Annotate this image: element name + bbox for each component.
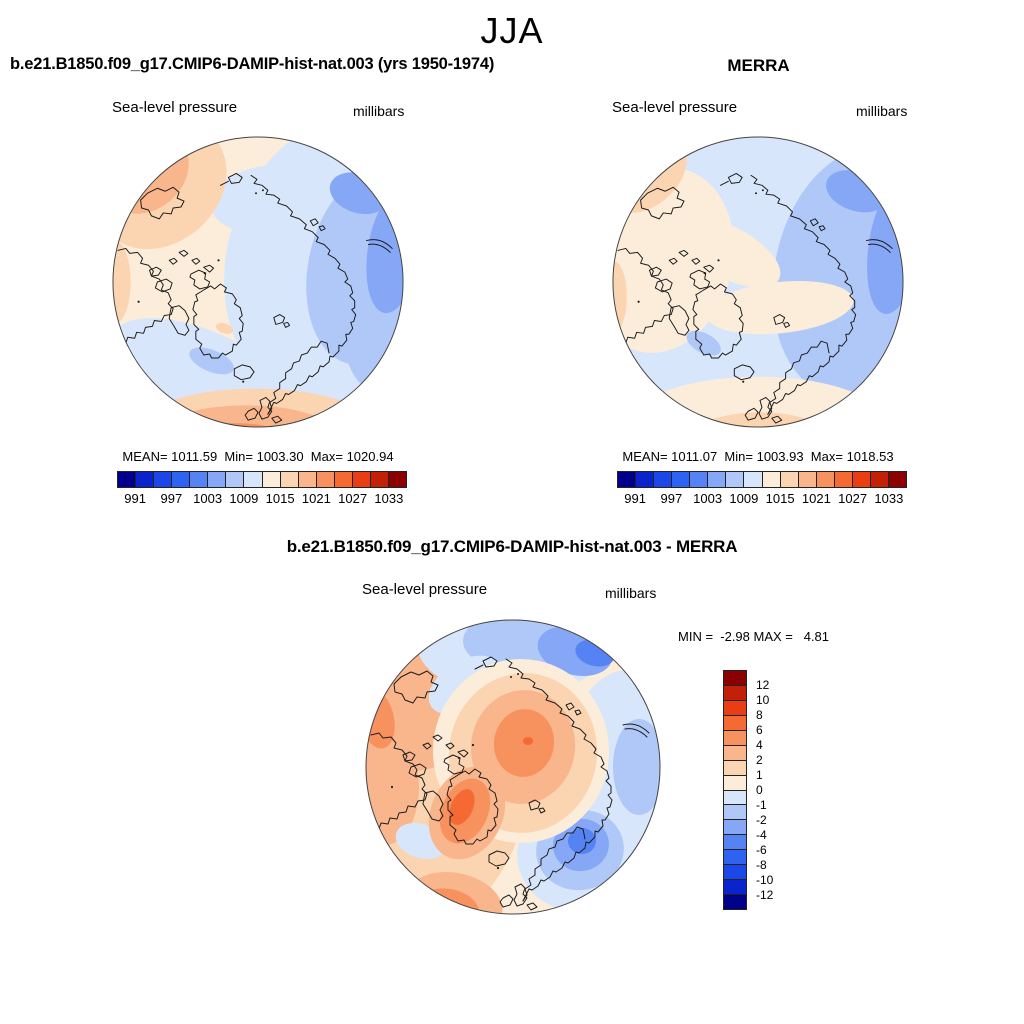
- colorbar-cell: [724, 879, 746, 894]
- diff-field-label: Sea-level pressure: [362, 581, 488, 598]
- colorbar-tick-label: 10: [756, 693, 770, 707]
- colorbar-cell: [724, 730, 746, 745]
- colorbar-tick-label: 1: [756, 768, 763, 782]
- colorbar-cell: [207, 472, 225, 487]
- obs-colorbar: [617, 471, 907, 488]
- colorbar-cell: [352, 472, 370, 487]
- colorbar-cell: [370, 472, 388, 487]
- colorbar-tick-label: 4: [756, 738, 763, 752]
- colorbar-cell: [118, 472, 135, 487]
- diff-units-label: millibars: [605, 585, 657, 601]
- diff-panel-title: b.e21.B1850.f09_g17.CMIP6-DAMIP-hist-nat.003 - MERRA: [286, 537, 738, 556]
- colorbar-cell: [618, 472, 635, 487]
- colorbar-tick-label: 12: [756, 678, 770, 692]
- colorbar-tick-label: 1021: [301, 491, 331, 506]
- colorbar-tick-label: 1027: [838, 491, 868, 506]
- colorbar-cell: [153, 472, 171, 487]
- colorbar-cell: [724, 760, 746, 775]
- colorbar-cell: [834, 472, 852, 487]
- colorbar-cell: [262, 472, 280, 487]
- model-stats: MEAN= 1011.59 Min= 1003.30 Max= 1020.94: [122, 449, 394, 464]
- colorbar-cell: [388, 472, 406, 487]
- colorbar-cell: [725, 472, 743, 487]
- colorbar-cell: [724, 700, 746, 715]
- colorbar-cell: [724, 685, 746, 700]
- colorbar-cell: [171, 472, 189, 487]
- colorbar-cell: [316, 472, 334, 487]
- colorbar-tick-label: 6: [756, 723, 763, 737]
- colorbar-cell: [135, 472, 153, 487]
- colorbar-cell: [743, 472, 761, 487]
- colorbar-tick-label: 1027: [338, 491, 368, 506]
- model-colorbar: [117, 471, 407, 488]
- colorbar-tick-label: 1033: [874, 491, 904, 506]
- colorbar-cell: [888, 472, 906, 487]
- colorbar-tick-label: 1021: [801, 491, 831, 506]
- diff-minmax: MIN = -2.98 MAX = 4.81: [678, 629, 830, 644]
- colorbar-tick-label: -1: [756, 798, 767, 812]
- model-field-label: Sea-level pressure: [112, 99, 238, 116]
- obs-pressure-field: [610, 134, 906, 430]
- colorbar-tick-label: 0: [756, 783, 763, 797]
- colorbar-cell: [724, 894, 746, 909]
- colorbar-cell: [724, 790, 746, 805]
- colorbar-tick-label: 997: [160, 491, 183, 506]
- model-pressure-field: [110, 134, 406, 430]
- colorbar-tick-label: 2: [756, 753, 763, 767]
- colorbar-cell: [189, 472, 207, 487]
- model-colorbar-ticks: [117, 491, 407, 505]
- colorbar-tick-label: 1015: [765, 491, 795, 506]
- colorbar-tick-label: -10: [756, 873, 774, 887]
- obs-map: [610, 134, 906, 430]
- colorbar-cell: [816, 472, 834, 487]
- colorbar-cell: [852, 472, 870, 487]
- colorbar-cell: [243, 472, 261, 487]
- colorbar-cell: [798, 472, 816, 487]
- colorbar-tick-label: 1003: [193, 491, 223, 506]
- colorbar-tick-label: 1033: [374, 491, 404, 506]
- colorbar-cell: [707, 472, 725, 487]
- colorbar-cell: [762, 472, 780, 487]
- obs-panel-title: MERRA: [727, 56, 790, 75]
- diff-colorbar: [723, 670, 747, 910]
- colorbar-tick-label: 1009: [729, 491, 759, 506]
- colorbar-cell: [724, 671, 746, 685]
- colorbar-tick-label: 991: [624, 491, 646, 506]
- colorbar-tick-label: 1003: [693, 491, 723, 506]
- obs-field-label: Sea-level pressure: [612, 99, 738, 116]
- colorbar-cell: [298, 472, 316, 487]
- colorbar-tick-label: 1015: [265, 491, 295, 506]
- colorbar-cell: [724, 819, 746, 834]
- obs-colorbar-ticks: [617, 491, 907, 505]
- colorbar-tick-label: 997: [660, 491, 683, 506]
- colorbar-cell: [225, 472, 243, 487]
- colorbar-cell: [671, 472, 689, 487]
- colorbar-cell: [689, 472, 707, 487]
- diff-colorbar-ticks: [756, 670, 792, 910]
- colorbar-cell: [635, 472, 653, 487]
- colorbar-cell: [280, 472, 298, 487]
- colorbar-cell: [724, 864, 746, 879]
- colorbar-cell: [724, 849, 746, 864]
- colorbar-cell: [780, 472, 798, 487]
- colorbar-cell: [724, 745, 746, 760]
- colorbar-cell: [724, 775, 746, 790]
- model-units-label: millibars: [353, 103, 405, 119]
- season-title: JJA: [480, 10, 544, 51]
- colorbar-tick-label: -2: [756, 813, 767, 827]
- diff-pressure-field: [363, 617, 663, 917]
- colorbar-cell: [724, 834, 746, 849]
- obs-units-label: millibars: [856, 103, 908, 119]
- colorbar-cell: [653, 472, 671, 487]
- model-map: [110, 134, 406, 430]
- colorbar-cell: [334, 472, 352, 487]
- colorbar-tick-label: 8: [756, 708, 763, 722]
- colorbar-cell: [870, 472, 888, 487]
- diff-map: [363, 617, 663, 917]
- colorbar-tick-label: 991: [124, 491, 146, 506]
- colorbar-tick-label: 1009: [229, 491, 259, 506]
- model-panel-title: b.e21.B1850.f09_g17.CMIP6-DAMIP-hist-nat.003 (yrs 1950-1974): [10, 55, 495, 73]
- colorbar-tick-label: -4: [756, 828, 767, 842]
- colorbar-cell: [724, 804, 746, 819]
- colorbar-tick-label: -8: [756, 858, 767, 872]
- colorbar-cell: [724, 715, 746, 730]
- obs-stats: MEAN= 1011.07 Min= 1003.93 Max= 1018.53: [622, 449, 894, 464]
- colorbar-tick-label: -12: [756, 888, 774, 902]
- colorbar-tick-label: -6: [756, 843, 767, 857]
